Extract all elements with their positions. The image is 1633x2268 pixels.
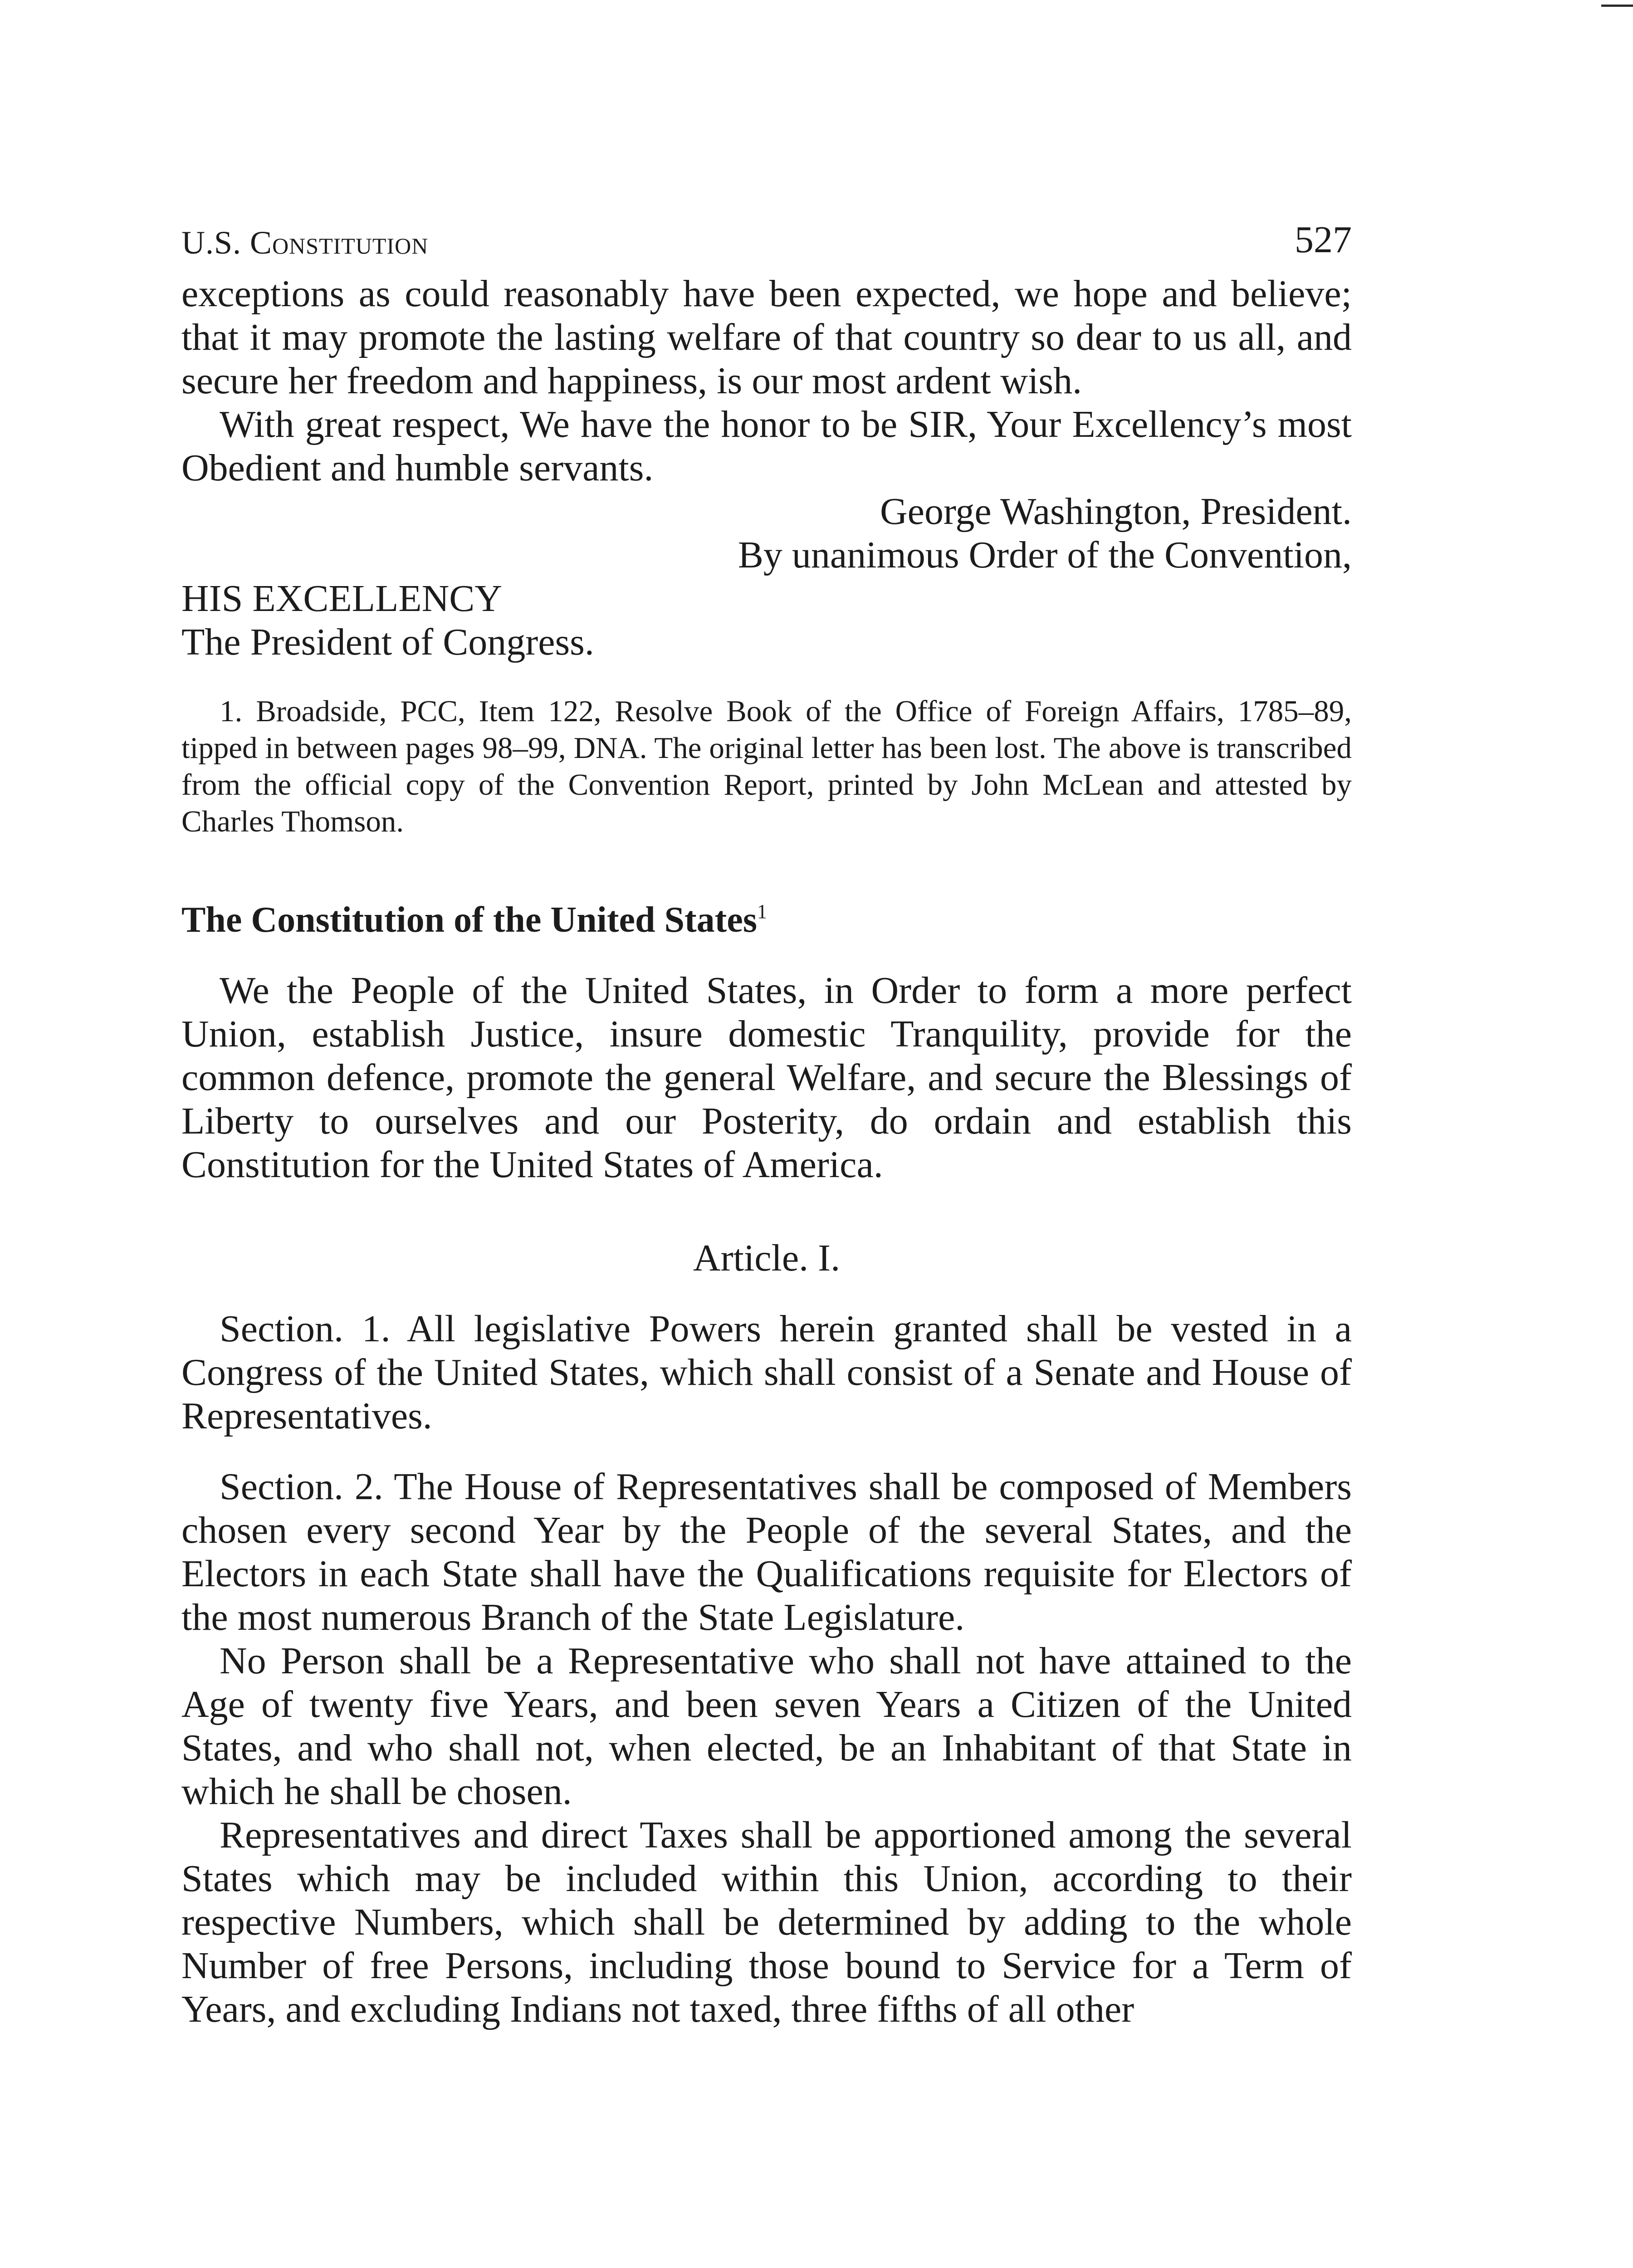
letter-order-line: By unanimous Order of the Convention, <box>738 534 1352 576</box>
letter-respect-paragraph: With great respect, We have the honor to be SIR, Your Excellency’s most Obedient and humble servants. <box>181 403 1352 489</box>
section-2-paragraph-3: Representatives and direct Taxes shall be apportioned among the several States which may be included within this Union, according to their respective Numbers, which shall be determined by adding to the whole Number of free Persons, including those bound to Service for a Term of Years, and excluding Indians not taxed, three fifths of all other <box>181 1814 1352 2030</box>
letter-closing-paragraph: exceptions as could reasonably have been expected, we hope and believe; that it may promote the lasting welfare of that country so dear to us all, and secure her freedom and happiness, is our most ardent wish. <box>181 273 1352 402</box>
letter-signature: George Washington, President. <box>880 490 1352 533</box>
preamble-paragraph: We the People of the United States, in Order to form a more perfect Union, establish Justice, insure domestic Tranquility, provide for the common defence, promote the general Welfare, and secure the Blessings of Liberty to ourselves and our Posterity, do ordain and establish this Constitution for the United States of America. <box>181 969 1352 1186</box>
section-2-paragraph-1: Section. 2. The House of Representatives shall be composed of Members chosen every second Year by the People of the several States, and the Electors in each State shall have the Qualifications requisite for Electors of the most numerous Branch of the State Legislature. <box>181 1466 1352 1638</box>
constitution-heading <box>181 898 1352 942</box>
section-1-paragraph: Section. 1. All legislative Powers herein granted shall be vested in a Congress of the United States, which shall consist of a Senate and House of Representatives. <box>181 1308 1352 1437</box>
article-title: Article. I. <box>693 1237 841 1279</box>
footnote: 1. Broadside, PCC, Item 122, Resolve Book of the Office of Foreign Affairs, 1785–89, tipped in between pages 98–99, DNA. The original letter has been lost. The above is transcribed from the official copy of the Convention Report, printed by John McLean and attested by Charles Thomson. <box>181 694 1352 838</box>
constitution-heading-text: The Constitution of the United States <box>181 900 757 940</box>
running-head-title: U.S. Constitution <box>181 225 429 261</box>
preamble-block <box>181 969 1352 1187</box>
letter-addressee-line2: The President of Congress. <box>181 621 594 663</box>
section-2-paragraph-2: No Person shall be a Representative who shall not have attained to the Age of twenty five Years, and been seven Years a Citizen of the United States, and who shall not, when elected, be an Inhabitant of that State in which he shall be chosen. <box>181 1640 1352 1813</box>
page-number: 527 <box>1295 219 1352 261</box>
footnote-reference-mark: 1 <box>757 900 767 923</box>
page-edge-rule <box>1601 5 1633 7</box>
document-page <box>181 218 1352 2031</box>
running-head <box>181 218 1352 272</box>
section-2-block <box>181 1465 1352 2031</box>
letter-text <box>181 272 1352 664</box>
section-1-block <box>181 1307 1352 1438</box>
letter-addressee-line1: HIS EXCELLENCY <box>181 577 502 620</box>
